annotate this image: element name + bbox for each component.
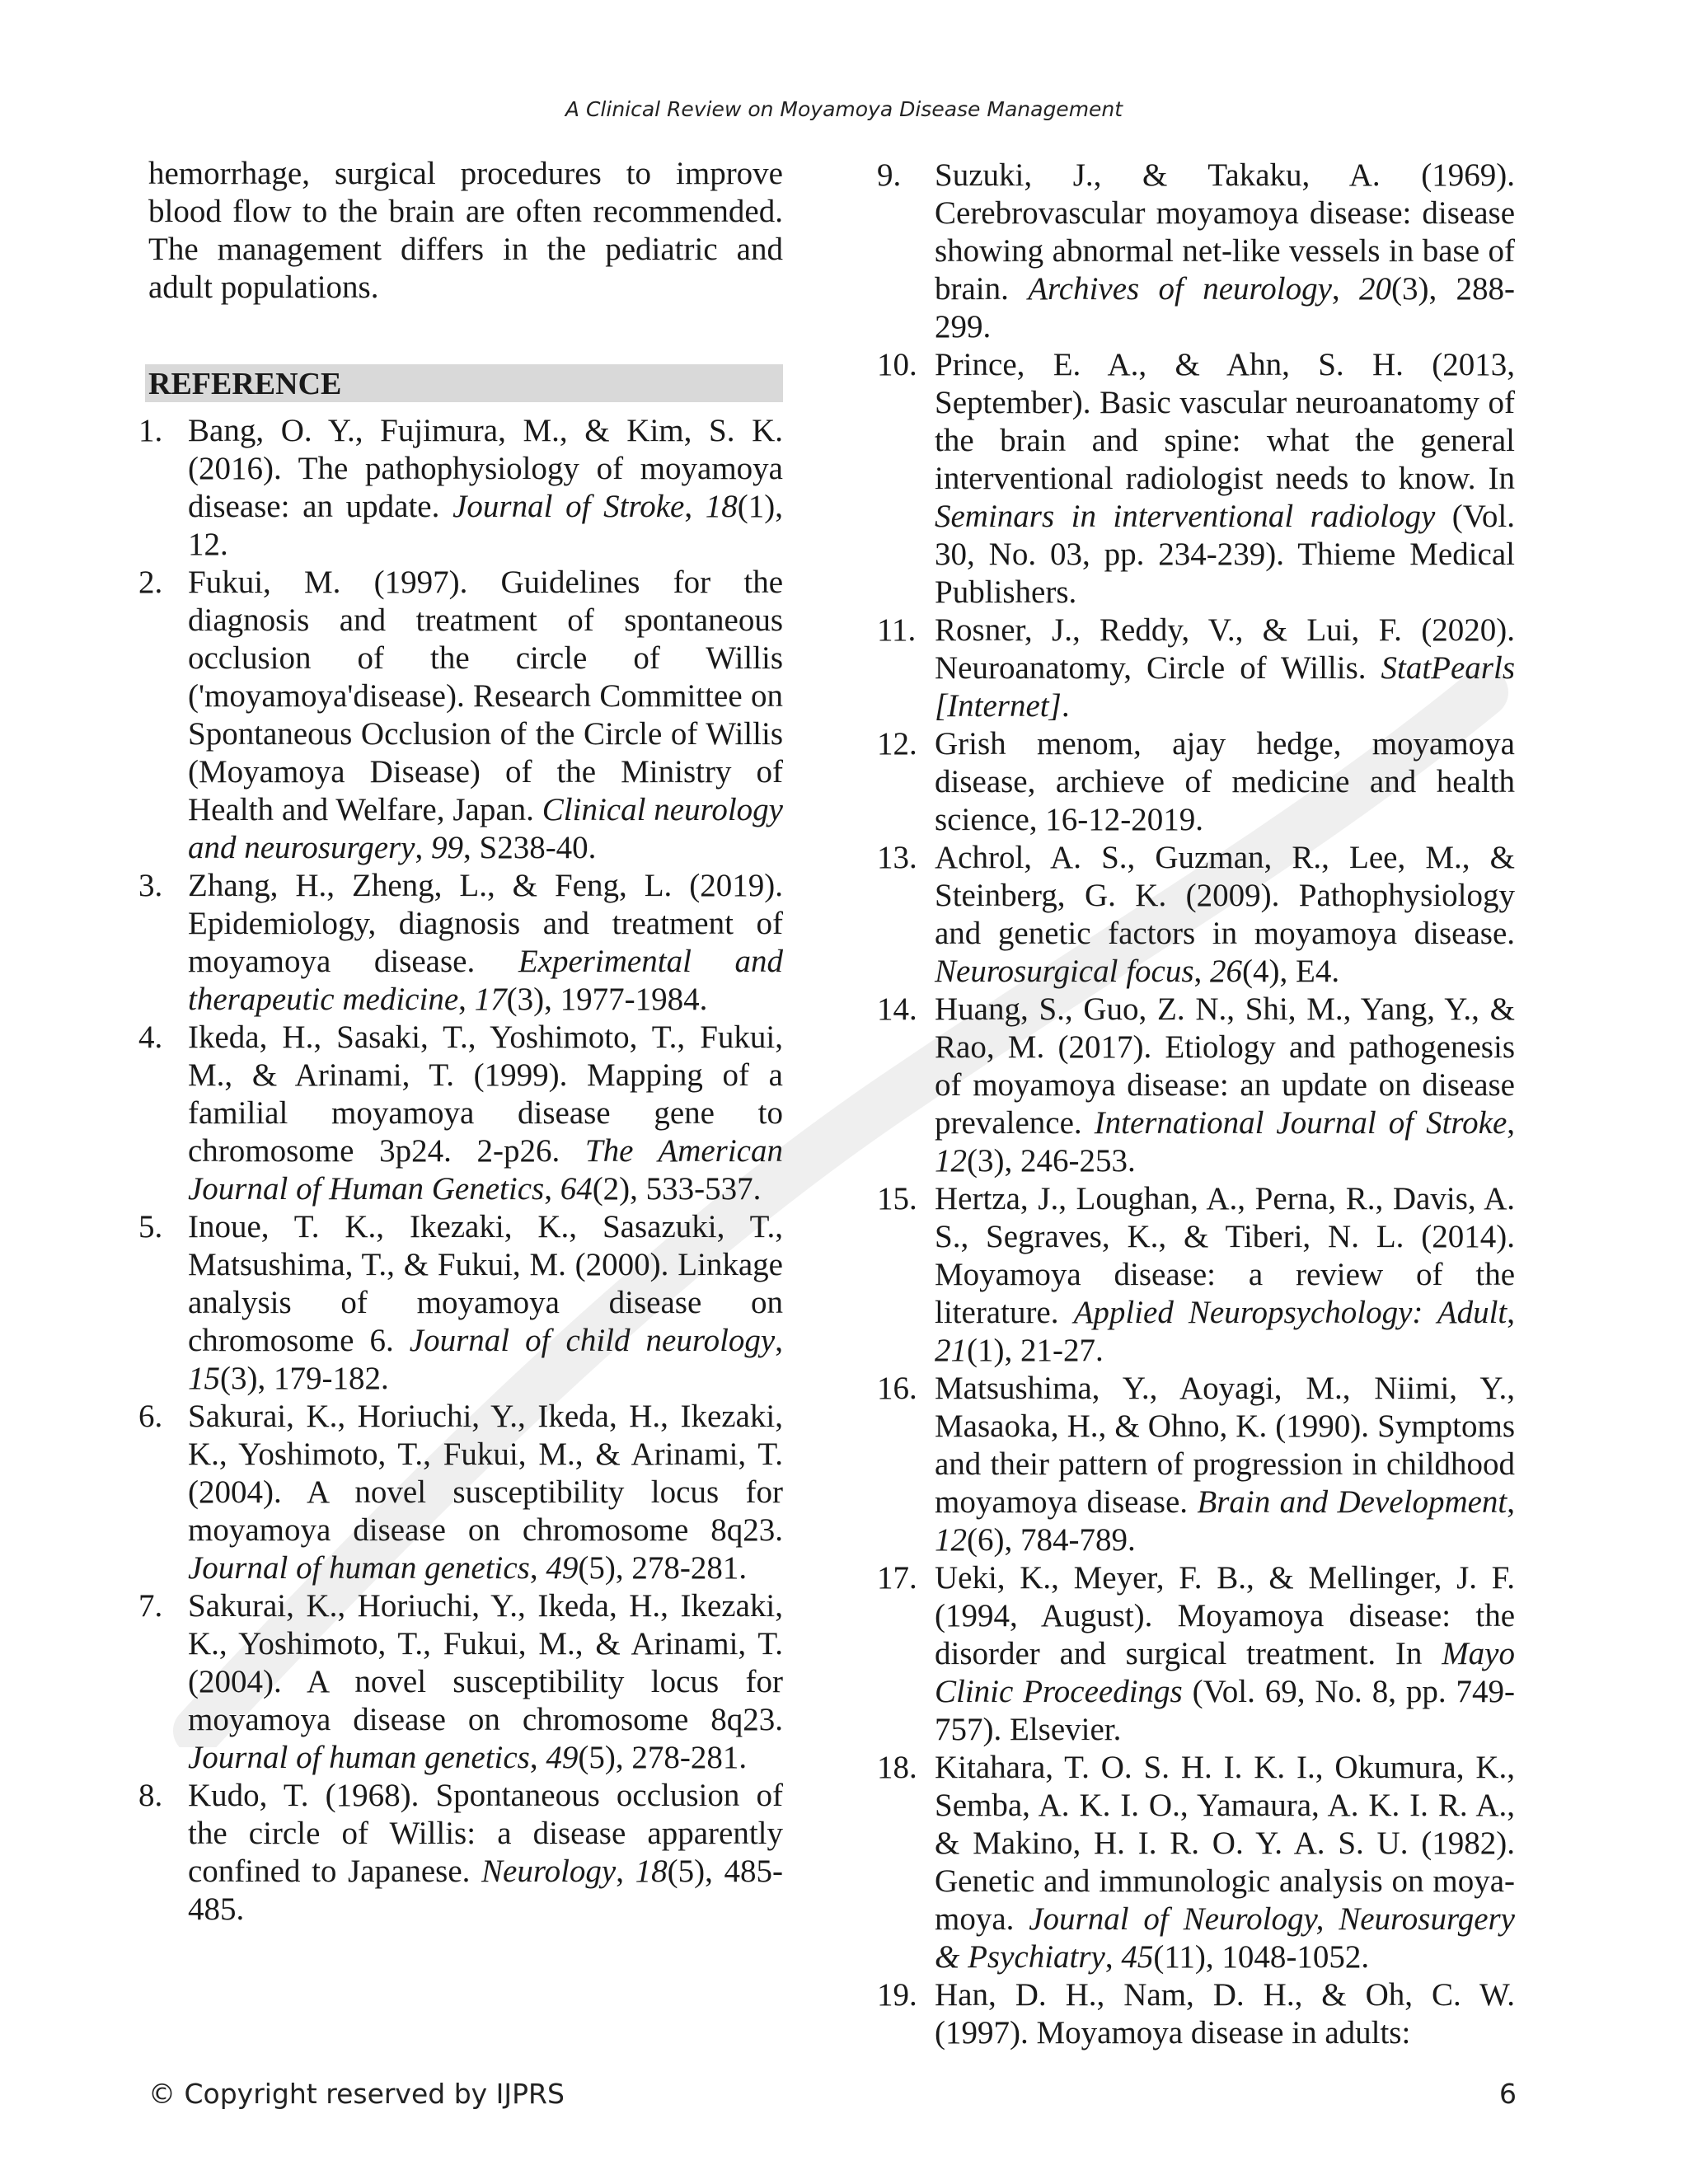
reference-italic-text: Archives of neurology — [1028, 271, 1332, 307]
reference-italic-text: Journal of child neurology — [409, 1323, 776, 1358]
reference-number: 5. — [138, 1209, 163, 1244]
reference-text: Hertza, J., Loughan, A., Perna, R., Davis, A. S., Segraves, K., & Tiberi, N. L. (2014). Moyamoya disease: a review of the literature. — [935, 1181, 1515, 1330]
reference-text: (1), 21-27. — [967, 1333, 1104, 1368]
reference-italic-text: 18 — [705, 489, 738, 524]
reference-text: , — [458, 982, 475, 1017]
reference-italic-text: Journal of human genetics — [188, 1550, 530, 1586]
reference-number: 7. — [138, 1588, 163, 1624]
reference-text: (3), 288-299. — [935, 271, 1516, 344]
reference-list-left — [138, 412, 784, 1929]
reference-italic-text: Neurology — [481, 1854, 617, 1889]
reference-text: (3), 1977-1984. — [506, 982, 708, 1017]
reference-italic-text: The American Journal of Human Genetics — [188, 1133, 783, 1207]
reference-item — [877, 1976, 1515, 2052]
reference-item — [877, 1559, 1515, 1749]
reference-item — [138, 867, 783, 1019]
reference-text: Rosner, J., Reddy, V., & Lui, F. (2020). Neuroanatomy, Circle of Willis. — [935, 612, 1515, 686]
running-title: A Clinical Review on Moyamoya Disease Management — [565, 97, 1123, 121]
reference-item — [877, 839, 1515, 991]
reference-number: 17. — [877, 1560, 917, 1596]
reference-italic-text: Experimental and therapeutic medicine — [188, 944, 783, 1017]
reference-item — [877, 157, 1516, 346]
reference-text: , — [1104, 1939, 1122, 1975]
reference-text: (3), 179-182. — [220, 1361, 389, 1396]
reference-italic-text: 21 — [935, 1333, 967, 1368]
reference-italic-text: 49 — [546, 1740, 579, 1775]
reference-text: Kudo, T. (1968). Spontaneous occlusion of the circle of Willis: a disease apparently confined to Japanese. — [188, 1778, 783, 1889]
intro-paragraph: hemorrhage, surgical procedures to improve blood flow to the brain are often recommended. The management differs in the pediatric and adult populations. — [148, 156, 783, 305]
reference-number: 19. — [877, 1977, 917, 2013]
reference-list-right — [877, 157, 1516, 2052]
reference-italic-text: Clinical neurology and neurosurgery — [188, 792, 783, 865]
reference-number: 16. — [877, 1371, 917, 1406]
reference-text: , — [1507, 1484, 1515, 1520]
reference-text: , — [1193, 954, 1211, 989]
reference-text: (6), 784-789. — [967, 1522, 1136, 1558]
reference-text: Huang, S., Guo, Z. N., Shi, M., Yang, Y., & Rao, M. (2017). Etiology and pathogenesis of moyamoya disease: an update on disease prevalence. — [935, 991, 1515, 1141]
reference-text: Ikeda, H., Sasaki, T., Yoshimoto, T., Fukui, M., & Arinami, T. (1999). Mapping of a familial moyamoya disease gene to chromosome 3p24. 2-p26. — [188, 1019, 783, 1169]
reference-text: Grish menom, ajay hedge, moyamoya disease, archieve of medicine and health science, 16-12-2019. — [935, 726, 1515, 837]
reference-number: 6. — [138, 1399, 163, 1434]
reference-item — [877, 346, 1515, 612]
reference-number: 9. — [877, 157, 902, 193]
reference-text: Ueki, K., Meyer, F. B., & Mellinger, J. F. (1994, August). Moyamoya disease: the disorder and surgical treatment. In — [935, 1560, 1515, 1671]
reference-italic-text: StatPearls [Internet] — [935, 650, 1515, 724]
reference-text: , — [529, 1740, 546, 1775]
reference-italic-text: Mayo Clinic Proceedings — [935, 1636, 1515, 1709]
reference-italic-text: 17 — [474, 982, 507, 1017]
reference-text: (5), 485-485. — [188, 1854, 783, 1927]
reference-number: 2. — [138, 565, 163, 600]
reference-italic-text: 64 — [560, 1171, 593, 1207]
reference-text: (2), 533-537. — [592, 1171, 762, 1207]
reference-text: Fukui, M. (1997). Guidelines for the diagnosis and treatment of spontaneous occlusion of the circle of Willis ('moyamoya'disease). Research Committee on Spontaneous Occlusion of the Circle of Willis (Moyamoya Disease) of the Ministry of Health and Welfare, Japan. — [188, 565, 783, 827]
reference-text: Kitahara, T. O. S. H. I. K. I., Okumura, K., Semba, A. K. I. O., Yamaura, A. K. I. R. A., & Makino, H. I. R. O. Y. A. S. U. (1982). Genetic and immunologic analysis on moya-moya. — [935, 1750, 1515, 1937]
copyright-notice: © Copyright reserved by IJPRS — [148, 2078, 565, 2110]
reference-number: 10. — [877, 347, 917, 382]
reference-text: , — [1507, 1105, 1515, 1141]
reference-number: 13. — [877, 840, 917, 875]
reference-item — [877, 1180, 1516, 1370]
reference-italic-text: Brain and Development — [1197, 1484, 1507, 1520]
reference-item — [877, 1370, 1515, 1559]
reference-number: 3. — [138, 868, 163, 903]
reference-text: , — [684, 489, 706, 524]
reference-item — [877, 725, 1515, 839]
references-heading: REFERENCE — [145, 364, 783, 402]
reference-item — [138, 1398, 783, 1587]
reference-text: (5), 278-281. — [578, 1550, 748, 1586]
reference-number: 1. — [138, 413, 163, 448]
reference-text: (4), E4. — [1242, 954, 1340, 989]
reference-number: 15. — [877, 1181, 917, 1216]
reference-item — [877, 1749, 1515, 1976]
reference-item — [877, 612, 1515, 725]
reference-item — [138, 1019, 783, 1208]
reference-item — [138, 1208, 783, 1398]
reference-text: (11), 1048-1052. — [1153, 1939, 1370, 1975]
reference-text: (Vol. 69, No. 8, pp. 749-757). Elsevier. — [935, 1674, 1515, 1747]
reference-number: 12. — [877, 726, 917, 762]
reference-text: Achrol, A. S., Guzman, R., Lee, M., & Steinberg, G. K. (2009). Pathophysiology and genetic factors in moyamoya disease. — [935, 840, 1515, 951]
reference-text: Zhang, H., Zheng, L., & Feng, L. (2019). Epidemiology, diagnosis and treatment of moyamoya disease. — [188, 868, 783, 979]
reference-text: , — [544, 1171, 560, 1207]
reference-text: Prince, E. A., & Ahn, S. H. (2013, September). Basic vascular neuroanatomy of the brain and spine: what the general interventional radiologist needs to know. In — [935, 347, 1515, 496]
reference-text: (5), 278-281. — [578, 1740, 748, 1775]
reference-italic-text: 12 — [935, 1522, 967, 1558]
reference-text: , — [1507, 1295, 1516, 1330]
reference-number: 4. — [138, 1019, 163, 1055]
reference-italic-text: Journal of Neurology, Neurosurgery & Psychiatry — [935, 1901, 1515, 1975]
left-column — [138, 155, 784, 1929]
reference-text: . — [1061, 688, 1070, 724]
reference-text: , — [1331, 271, 1359, 307]
reference-italic-text: Journal of Stroke — [452, 489, 685, 524]
reference-item — [138, 1587, 783, 1777]
reference-text: (Vol. 30, No. 03, pp. 234-239). Thieme Medical Publishers. — [935, 499, 1515, 610]
reference-italic-text: 45 — [1121, 1939, 1154, 1975]
reference-italic-text: 20 — [1358, 271, 1391, 307]
reference-italic-text: 99 — [431, 830, 463, 865]
reference-item — [138, 1777, 783, 1929]
page-number: 6 — [1499, 2078, 1517, 2110]
reference-text: , — [616, 1854, 635, 1889]
reference-text: Matsushima, Y., Aoyagi, M., Niimi, Y., Masaoka, H., & Ohno, K. (1990). Symptoms and their pattern of progression in childhood moyamoya disease. — [935, 1371, 1515, 1520]
reference-text: , — [415, 830, 431, 865]
reference-italic-text: International Journal of Stroke — [1094, 1105, 1507, 1141]
reference-item — [138, 412, 784, 564]
reference-text: Sakurai, K., Horiuchi, Y., Ikeda, H., Ikezaki, K., Yoshimoto, T., Fukui, M., & Arinami, T. (2004). A novel susceptibility locus for moyamoya disease on chromosome 8q23. — [188, 1588, 783, 1737]
reference-text: Sakurai, K., Horiuchi, Y., Ikeda, H., Ikezaki, K., Yoshimoto, T., Fukui, M., & Arinami, T. (2004). A novel susceptibility locus for moyamoya disease on chromosome 8q23. — [188, 1399, 783, 1548]
reference-item — [138, 564, 783, 867]
reference-text: Inoue, T. K., Ikezaki, K., Sasazuki, T., Matsushima, T., & Fukui, M. (2000). Linkage analysis of moyamoya disease on chromosome 6. — [188, 1209, 783, 1358]
reference-number: 8. — [138, 1778, 163, 1813]
reference-italic-text: Applied Neuropsychology: Adult — [1073, 1295, 1507, 1330]
reference-italic-text: 49 — [546, 1550, 579, 1586]
reference-text: , S238-40. — [463, 830, 597, 865]
reference-italic-text: 26 — [1210, 954, 1243, 989]
reference-italic-text: Journal of human genetics — [188, 1740, 530, 1775]
reference-text: (3), 246-253. — [967, 1143, 1136, 1179]
reference-text: Han, D. H., Nam, D. H., & Oh, C. W. (1997). Moyamoya disease in adults: — [935, 1977, 1515, 2050]
reference-text: Bang, O. Y., Fujimura, M., & Kim, S. K. (2016). The pathophysiology of moyamoya disease: an update. — [188, 413, 783, 524]
reference-italic-text: Neurosurgical focus — [935, 954, 1194, 989]
reference-italic-text: 12 — [935, 1143, 967, 1179]
reference-number: 18. — [877, 1750, 917, 1785]
reference-number: 11. — [877, 612, 917, 648]
reference-italic-text: 18 — [635, 1854, 668, 1889]
reference-item — [877, 991, 1515, 1180]
reference-text: , — [775, 1323, 783, 1358]
reference-text: Suzuki, J., & Takaku, A. (1969). Cerebrovascular moyamoya disease: disease showing abnormal net-like vessels in base of brain. — [935, 157, 1515, 307]
reference-italic-text: Seminars in interventional radiology — [935, 499, 1436, 534]
reference-text: , — [529, 1550, 546, 1586]
right-column — [877, 157, 1516, 2052]
reference-italic-text: 15 — [188, 1361, 220, 1396]
reference-number: 14. — [877, 991, 917, 1027]
reference-text: (1), 12. — [188, 489, 784, 562]
